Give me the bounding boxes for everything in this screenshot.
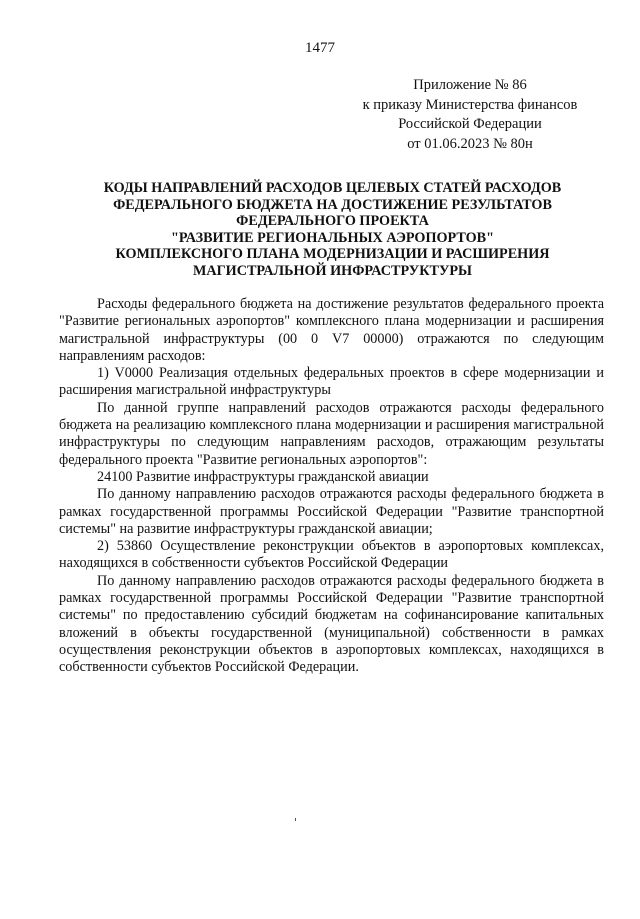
title-line-5: КОМПЛЕКСНОГО ПЛАНА МОДЕРНИЗАЦИИ И РАСШИРЕНИЯ (115, 246, 550, 263)
title-line-2: ФЕДЕРАЛЬНОГО БЮДЖЕТА НА ДОСТИЖЕНИЕ РЕЗУЛЬТАТОВ (113, 196, 552, 213)
paragraph-item-2-description: По данному направлению расходов отражаются расходы федерального бюджета в рамках государственной программы Российской Федерации "Развитие транспортной системы" по предоставлению субсидий бюджетам на софинансирование капитальных вложений в объекты государственной (муниципальной) собственности в рамках осуществления реконструкции объектов в аэропортовых комплексах, находящихся в собственности субъектов Российской Федерации. (59, 572, 604, 676)
appendix-date: от 01.06.2023 № 80н (407, 135, 533, 152)
paragraph-item-1: 1) V0000 Реализация отдельных федеральных проектов в сфере модернизации и расширения магистральной инфраструктуры (59, 365, 604, 399)
title-line-1: КОДЫ НАПРАВЛЕНИЙ РАСХОДОВ ЦЕЛЕВЫХ СТАТЕЙ РАСХОДОВ (103, 180, 562, 196)
paragraph-intro: Расходы федерального бюджета на достижение результатов федерального проекта "Развитие региональных аэропортов" комплексного плана модернизации и расширения магистральной инфраструктуры (00 0 V7 00000) отражаются по следующим направлениям расходов: (59, 296, 604, 364)
title-line-3: ФЕДЕРАЛЬНОГО ПРОЕКТА (236, 213, 429, 230)
appendix-ministry: Российской Федерации (398, 116, 542, 132)
page-number: 1477 (305, 40, 335, 56)
title-line-6: МАГИСТРАЛЬНОЙ ИНФРАСТРУКТУРЫ (193, 262, 472, 279)
title-line-4: "РАЗВИТИЕ РЕГИОНАЛЬНЫХ АЭРОПОРТОВ" (170, 229, 495, 246)
paragraph-item-1-description: По данной группе направлений расходов отражаются расходы федерального бюджета на реализацию комплексного плана модернизации и расширения магистральной инфраструктуры по следующим направлениям расходов, отражающим результаты федерального проекта "Развитие региональных аэропортов": (59, 399, 604, 468)
appendix-number: Приложение № 86 (413, 77, 527, 93)
paragraph-item-2: 2) 53860 Осуществление реконструкции объектов в аэропортовых комплексах, находящихся в собственности субъектов Российской Федерации (59, 538, 604, 572)
document-title (60, 180, 605, 280)
appendix-header (340, 76, 600, 154)
paragraph-code-24100: 24100 Развитие инфраструктуры гражданской авиации (97, 468, 429, 485)
paragraph-code-24100-description: По данному направлению расходов отражаются расходы федерального бюджета в рамках государственной программы Российской Федерации "Развитие транспортной системы" на развитие инфраструктуры гражданской авиации; (59, 486, 604, 537)
scan-speck (295, 818, 296, 821)
appendix-order-ref: к приказу Министерства финансов (362, 96, 578, 113)
document-body (59, 296, 604, 677)
